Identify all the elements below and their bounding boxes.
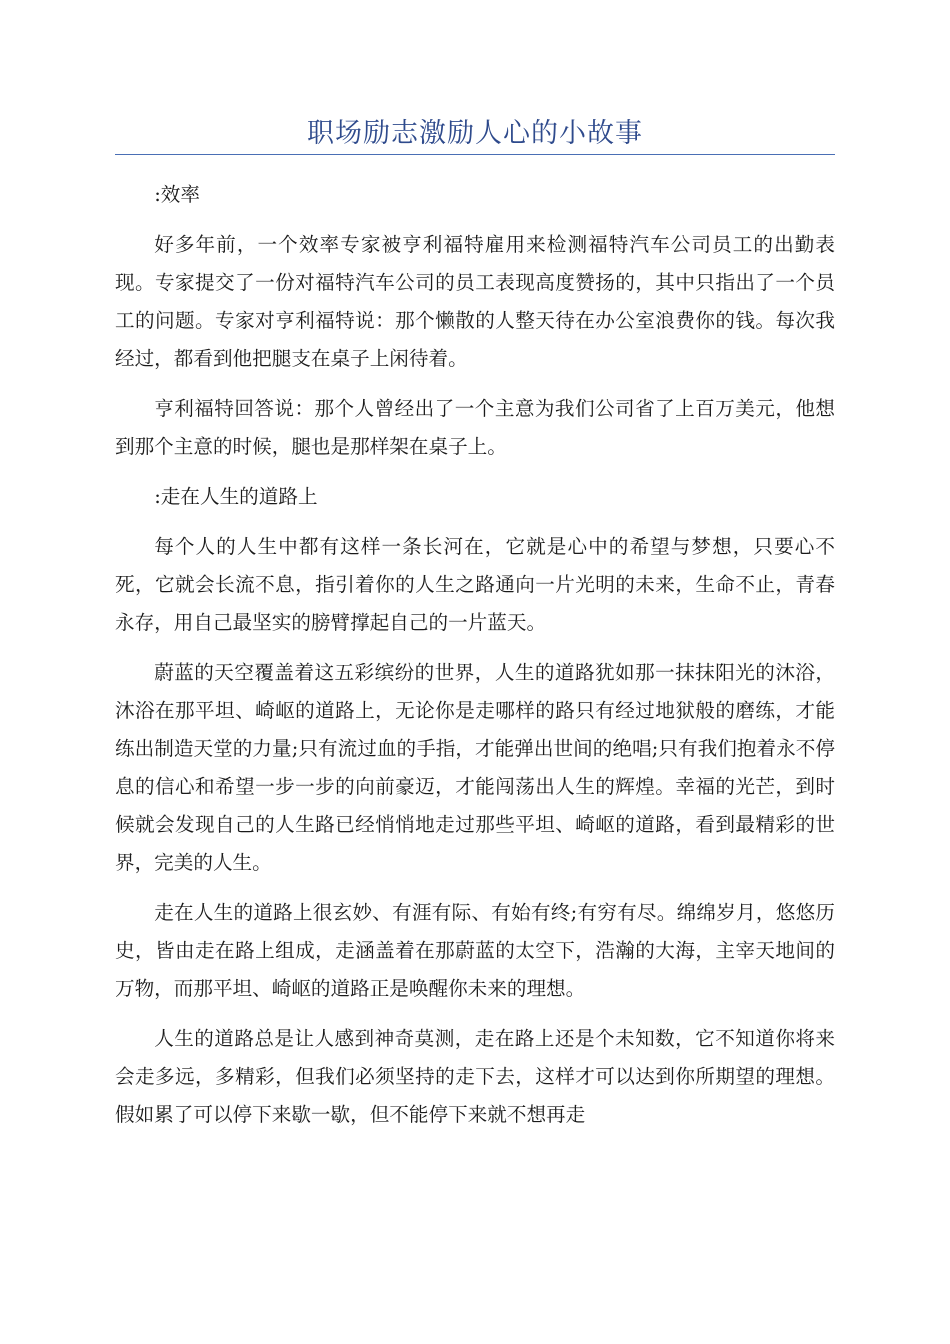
paragraph: 好多年前，一个效率专家被亨利福特雇用来检测福特汽车公司员工的出勤表现。专家提交了一份对福特汽车公司的员工表现高度赞扬的，其中只指出了一个员工的问题。专家对亨利福特说：那个懒散的人整天待在办公室浪费你的钱。每次我经过，都看到他把腿支在桌子上闲待着。: [115, 233, 835, 370]
paragraph: 每个人的人生中都有这样一条长河在，它就是心中的希望与梦想，只要心不死，它就会长流不息，指引着你的人生之路通向一片光明的未来，生命不止，青春永存，用自己最坚实的膀臂撑起自己的一片蓝天。: [115, 535, 835, 634]
section-heading-efficiency: :效率: [154, 183, 200, 206]
paragraph: 走在人生的道路上很玄妙、有涯有际、有始有终;有穷有尽。绵绵岁月，悠悠历史，皆由走在路上组成，走涵盖着在那蔚蓝的太空下，浩瀚的大海，主宰天地间的万物，而那平坦、崎岖的道路正是唤醒你未来的理想。: [115, 901, 835, 1000]
paragraph: 亨利福特回答说：那个人曾经出了一个主意为我们公司省了上百万美元，他想到那个主意的时候，腿也是那样架在桌子上。: [115, 397, 835, 458]
paragraph: 人生的道路总是让人感到神奇莫测，走在路上还是个未知数，它不知道你将来会走多远，多精彩，但我们必须坚持的走下去，这样才可以达到你所期望的理想。假如累了可以停下来歇一歇，但不能停下来就不想再走: [115, 1027, 835, 1126]
section-heading-life-road: :走在人生的道路上: [154, 485, 318, 508]
document-title: 职场励志激励人心的小故事: [307, 118, 643, 149]
document-body: [115, 176, 835, 1146]
paragraph: 蔚蓝的天空覆盖着这五彩缤纷的世界，人生的道路犹如那一抹抹阳光的沐浴，沐浴在那平坦、崎岖的道路上，无论你是走哪样的路只有经过地狱般的磨练，才能练出制造天堂的力量;只有流过血的手指，才能弹出世间的绝唱;只有我们抱着永不停息的信心和希望一步一步的向前豪迈，才能闯荡出人生的辉煌。幸福的光芒，到时候就会发现自己的人生路已经悄悄地走过那些平坦、崎岖的道路，看到最精彩的世界，完美的人生。: [115, 661, 835, 874]
title-underline: [115, 154, 835, 155]
